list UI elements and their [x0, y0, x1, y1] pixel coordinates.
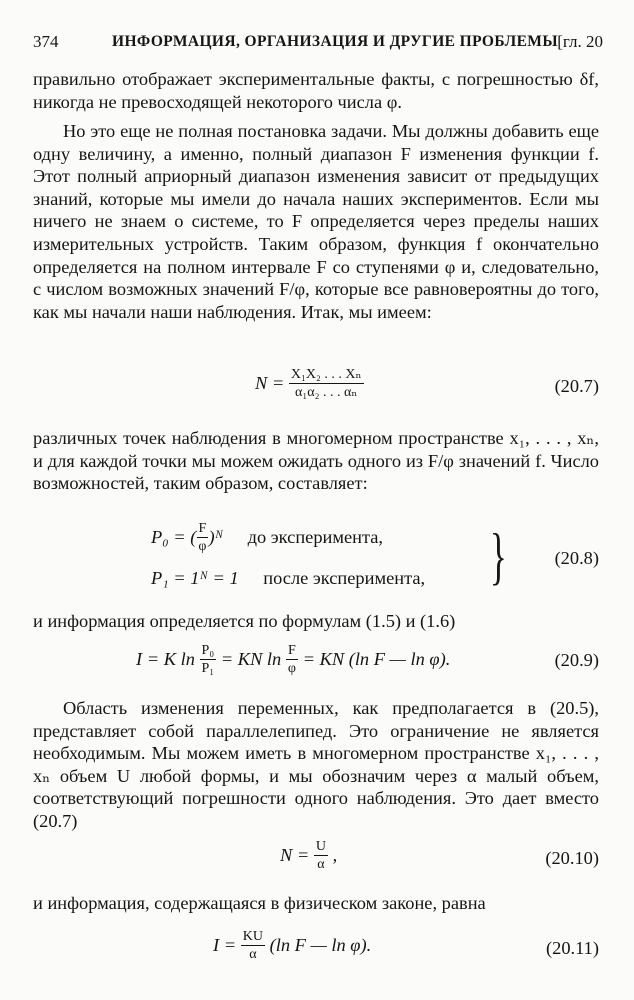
eq2010-lhs: N = — [280, 845, 310, 865]
eq207-fraction — [289, 366, 364, 401]
running-title: ИНФОРМАЦИЯ, ОРГАНИЗАЦИЯ И ДРУГИЕ ПРОБЛЕМЫ — [112, 33, 558, 50]
running-head — [33, 30, 603, 54]
equation-20-10 — [33, 838, 599, 880]
eq208-line-1 — [151, 520, 383, 555]
eq209-part-b: = KN ln — [220, 649, 282, 669]
eq209-f2-numerator: F — [288, 643, 296, 658]
equation-number: (20.11) — [546, 938, 599, 958]
equation-20-9-formula — [136, 642, 450, 677]
paragraph-4: и информация определяется по формулам (1.5) и (1.6) — [33, 611, 456, 631]
eq2010-numerator: U — [315, 839, 327, 854]
eq208-p1-note: после эксперимента, — [263, 568, 426, 588]
eq2011-tail: (ln F — ln φ). — [269, 935, 372, 955]
eq2010-fraction — [314, 838, 328, 873]
page-number: 374 — [33, 32, 59, 51]
eq208-p0-numerator: F — [198, 521, 207, 536]
eq2011-denominator: α — [249, 947, 257, 962]
eq207-numerator: X₁X₂ . . . Xₙ — [290, 367, 362, 382]
paragraph-5: Область изменения переменных, как предполагается в (20.5), представляет собой параллелепипед. Это ограничение не является необходимым. Мы можем иметь в многомерном пространстве x₁, . . . , xₙ объем U любой формы, и мы обозначим через α малый объем, соответствующий погрешности одного наблюдения. Это дает вместо (20.7) — [33, 698, 599, 831]
equation-number: (20.7) — [554, 376, 599, 396]
paragraph-2: Но это еще не полная постановка задачи. Мы должны добавить еще одну величину, а именно, полный диапазон F изменения функции f. Этот полный априорный диапазон изменения зависит от предыдущих знаний, которые мы имели до начала наших экспериментов. Если мы ничего не знаем о системе, то F определяется через пределы наших измерительных устройств. Таким образом, функция f окончательно определяется на полном интервале F со ступенями φ и, следовательно, с числом возможных значений F/φ, которые все равновероятны до того, как мы начали наши наблюдения. Итак, мы имеем: — [33, 121, 599, 322]
eq208-p0-denominator: φ — [198, 539, 207, 554]
eq2011-fraction — [241, 928, 265, 963]
equation-20-7 — [33, 366, 599, 408]
equation-number: (20.8) — [554, 548, 599, 568]
eq209-fraction-2 — [286, 642, 298, 677]
equation-20-7-formula — [255, 366, 364, 401]
equation-20-9 — [33, 642, 599, 682]
equation-20-11-formula — [213, 928, 371, 963]
eq209-f1-numerator: P₀ — [201, 643, 215, 658]
eq209-fraction-1 — [200, 642, 217, 677]
eq209-part-a: I = K ln — [136, 649, 195, 669]
equation-20-11 — [33, 928, 599, 970]
eq2011-numerator: KU — [242, 929, 263, 944]
eq2010-tail: , — [332, 845, 338, 865]
equation-20-8 — [33, 520, 599, 600]
eq208-p0-lhs: P₀ = ( — [151, 527, 197, 547]
paragraph-1: правильно отображает экспериментальные факты, с погрешностью δf, никогда не превосходящей некоторого числа φ. — [33, 69, 599, 112]
eq208-p0-rhs: )ᴺ — [208, 527, 224, 547]
eq207-denominator: α₁α₂ . . . αₙ — [295, 385, 358, 400]
chapter-marker: [гл. 20 — [557, 32, 603, 51]
eq208-p1-formula: P₁ = 1ᴺ = 1 — [151, 568, 239, 588]
right-brace: } — [489, 520, 507, 591]
eq209-part-c: = KN (ln F — ln φ). — [302, 649, 451, 669]
eq2010-denominator: α — [317, 857, 325, 872]
equation-number: (20.10) — [545, 848, 599, 868]
equation-number: (20.9) — [554, 650, 599, 670]
paragraph-3: различных точек наблюдения в многомерном пространстве x₁, . . . , xₙ, и для каждой точки мы можем ожидать одного из F/φ значений f. Число возможностей, таким образом, составляет: — [33, 428, 599, 494]
eq207-lhs: N = — [255, 373, 285, 393]
equation-20-10-formula — [280, 838, 337, 873]
eq208-p0-fraction — [196, 520, 208, 555]
paragraph-6: и информация, содержащаяся в физическом законе, равна — [33, 893, 486, 913]
eq209-f2-denominator: φ — [287, 661, 296, 676]
eq208-p0-note: до эксперимента, — [247, 527, 384, 547]
eq2011-lhs: I = — [213, 935, 237, 955]
eq209-f1-denominator: P₁ — [201, 661, 215, 676]
eq208-line-2 — [151, 568, 425, 589]
